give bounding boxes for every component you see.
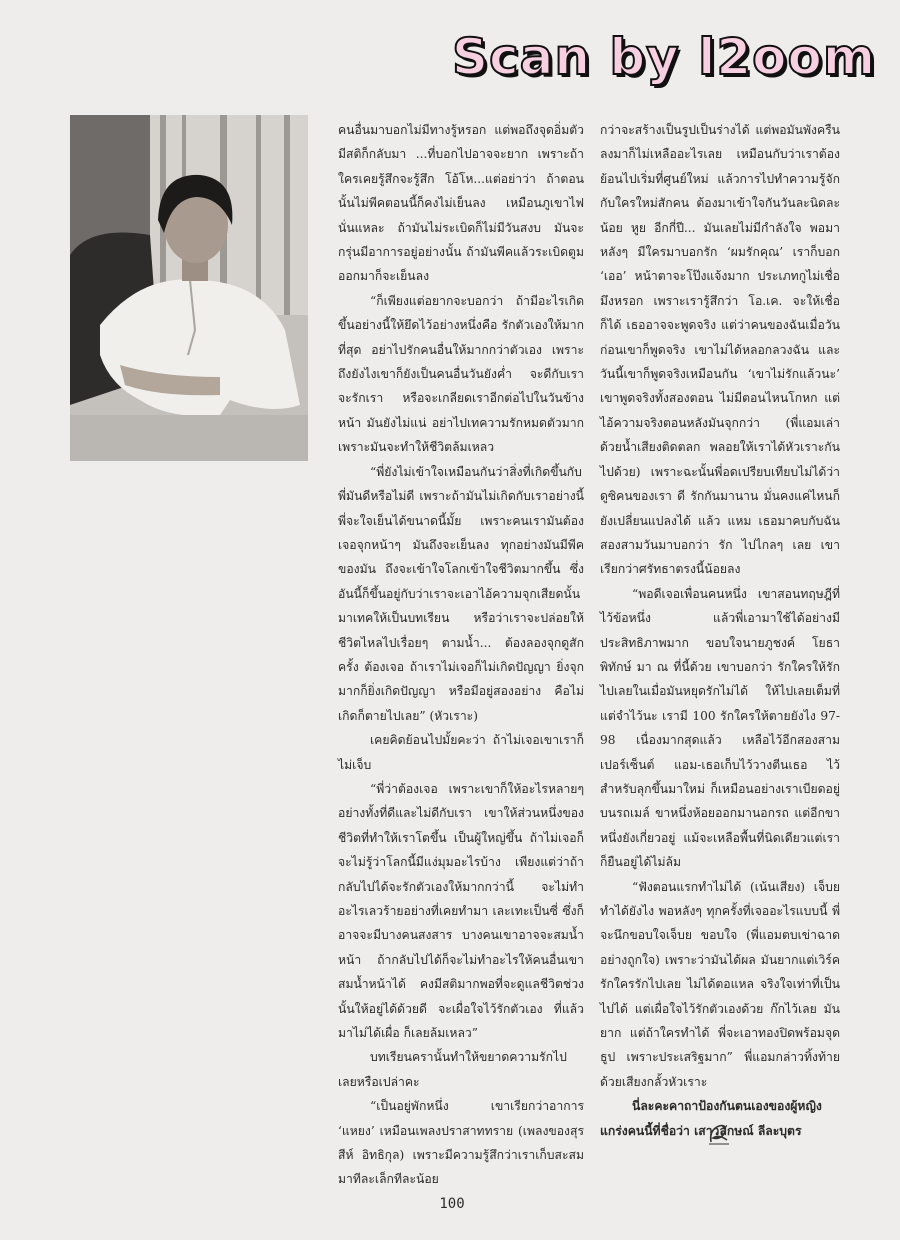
paragraph: “พี่ยังไม่เข้าใจเหมือนกันว่าสิ่งที่เกิดขึ้นกับพี่มันดีหรือไม่ดี เพราะถ้ามันไม่เกิดกับเราอย่างนี้ พี่จะใจเย็นได้ขนาดนี้มั้ย เพราะคนเรามันต้องเจอจุกหน้าๆ มันถึงจะเย็นลง ทุกอย่างมันมีพีคของมัน ถึงจะเข้าใจโลกเข้าใจชีวิตมากขึ้น ซึ่งอันนี้ก็ขึ้นอยู่กับว่าเราจะเอาไอ้ความจุกเสียดนั้นมาเทคให้เป็นบทเรียน หรือว่าเราจะปล่อยให้ชีวิตไหลไปเรื่อยๆ ตามน้ำ... ต้องลองจุกดูสักครั้ง ต้องเจอ ถ้าเราไม่เจอก็ไม่เกิดปัญญา ยิ่งจุกมากก็ยิ่งเกิดปัญญา หรือมีอยู่สองอย่าง คือไม่เกิดก็ตายไปเลย” (หัวเราะ): [338, 464, 584, 723]
paragraph: “เป็นอยู่พักหนึ่ง เขาเรียกว่าอาการ ‘แหยง’ เหมือนเพลงปราสาททราย (เพลงของสุรสีห์ อิทธิกุล) เพราะมีความรู้สึกว่าเราเก็บสะสมมาทีละเล็กทีละน้อย: [338, 1099, 584, 1187]
page-number: 100: [439, 1196, 465, 1212]
paragraph: เคยคิดย้อนไปมั้ยคะว่า ถ้าไม่เจอเขาเราก็ไม่เจ็บ: [338, 733, 584, 772]
paragraph: คนอื่นมาบอกไม่มีทางรู้หรอก แต่พอถึงจุดอิ่มตัวมีสติก็กลับมา ...ที่บอกไปอาจจะยาก เพราะถ้าใครเคยรู้สึกจะรู้สึก โอ้โห...แต่อย่าว่า ถ้าตอนนั้นไม่พีคตอนนี้ก็คงไม่เย็นลง เหมือนภูเขาไฟนั่นแหละ ถ้ามันไม่ระเบิดก็ไม่มีวันสงบ มันจะกรุ่นมีอาการอยู่อย่างนั้น ถ้ามันพีคแล้วระเบิดตูมออกมาก็จะเย็นลง: [338, 123, 584, 284]
article-column-left: [338, 118, 584, 1192]
scan-watermark: Scan by l2oom: [452, 28, 876, 86]
paragraph: “ฟังตอนแรกทำไม่ได้ (เน้นเสียง) เจ็บยทำได้ยังไง พอหลังๆ ทุกครั้งที่เจออะไรแบบนี้ พี่จะนึกขอบใจเจ็บย ขอบใจ (พี่แอมตบเข่าฉาดอย่างถูกใจ) เพราะว่ามันได้ผล มันยากแต่เวิร์ค รักใครรักไปเลย ไม่ได้ตอแหล จริงใจเท่าที่เป็นไปได้ แต่เผื่อใจไว้รักตัวเองด้วย ก๊กไว้เลย มันยาก แต่ถ้าใครทำได้ พี่จะเอาทองปิดพร้อมจุดธูป เพราะประเสริฐมาก” พี่แอมกล่าวทิ้งท้ายด้วยเสียงกลั้วหัวเราะ: [600, 879, 840, 1089]
signature-mark-icon: [705, 1120, 733, 1148]
portrait-photo: [70, 115, 308, 461]
paragraph: กว่าจะสร้างเป็นรูปเป็นร่างได้ แต่พอมันพังครืนลงมาก็ไม่เหลืออะไรเลย เหมือนกับว่าเราต้องย้อนไปเริ่มที่ศูนย์ใหม่ แล้วการไปทำความรู้จักกับใครใหม่สักคน ต้องมาเข้าใจกันวันละนิดละน้อย หูย อีกกี่ปี... มันเลยไม่มีกำลังใจ พอมาหลังๆ มีใครมาบอกรัก ‘ผมรักคุณ’ เราก็บอก ‘เออ’ หน้าตาจะโป๊งแจ้งมาก ประเภทกูไม่เชื่อมึงหรอก เพราะเรารู้สึกว่า โอ.เค. จะให้เชื่อก็ได้ เธออาจจะพูดจริง แต่ว่าคนของฉันเมื่อวันก่อนเขาก็พูดจริง เขาไม่ได้หลอกลวงฉัน และวันนี้เขาก็พูดจริงเหมือนกัน ‘เขาไม่รักแล้วนะ’ เขาพูดจริงทั้งสองตอน ไม่มีตอนไหนโกหก แต่ไอ้ความจริงตอนหลังมันจุกกว่า (พี่แอมเล่าด้วยน้ำเสียงติดตลก พลอยให้เราได้หัวเราะกันไปด้วย) เพราะฉะนั้นพี่อดเปรียบเทียบไม่ได้ว่า ดูซิคนของเรา ดี รักกันมานาน มั่นคงแค่ไหนก็ยังเปลี่ยนแปลงได้ แล้ว แหม เธอมาคบกับฉันสองสามวันมาบอกว่า รัก ไปไกลๆ เลย เขาเรียกว่าศรัทธาตรงนี้น้อยลง: [600, 123, 840, 577]
paragraph: “พอดีเจอเพื่อนคนหนึ่ง เขาสอนทฤษฎีที่ไว้ข้อหนึ่ง แล้วพี่เอามาใช้ได้อย่างมีประสิทธิภาพมาก ขอบใจนายภูชงค์ โยธาพิทักษ์ มา ณ ที่นี้ด้วย เขาบอกว่า รักใครให้รักไปเลยในเมื่อมันหยุดรักไม่ได้ ให้ไปเลยเต็มที่ แต่จำไว้นะ เรามี 100 รักใครให้ตายยังไง 97-98 เนื่องมากสุดแล้ว เหลือไว้อีกสองสามเปอร์เซ็นต์ แอม-เธอเก็บไว้วางตีนเธอ ไว้สำหรับลุกขึ้นมาใหม่ ก็เหมือนอย่างเราเบียดอยู่บนรถเมล์ ขาหนึ่งห้อยออกมานอกรถ แต่อีกขาหนึ่งยังเกี่ยวอยู่ แม้จะเหลือพื้นที่นิดเดียวแต่เราก็ยืนอยู่ได้ไม่ล้ม: [600, 586, 840, 870]
paragraph: “ก็เพียงแต่อยากจะบอกว่า ถ้ามีอะไรเกิดขึ้นอย่างนี้ให้ยึดไว้อย่างหนึ่งคือ รักตัวเองให้มากที่สุด อย่าไปรักคนอื่นให้มากกว่าตัวเอง เพราะถึงยังไงเขาก็ยังเป็นคนอื่นวันยังค่ำ จะดีกับเรา จะรักเรา หรือจะเกลียดเราอีกต่อไปในวันข้างหน้า มันยังไม่แน่ อย่าไปเทความรักหมดตัวมาก เพราะมันจะทำให้ชีวิตล้มเหลว: [338, 293, 584, 455]
paragraph: บทเรียนครานั้นทำให้ขยาดความรักไปเลยหรือเปล่าคะ: [338, 1050, 567, 1089]
article-column-right: [600, 118, 840, 1143]
paragraph: “พี่ว่าต้องเจอ เพราะเขาก็ให้อะไรหลายๆ อย่างทั้งที่ดีและไม่ดีกับเรา เขาให้ส่วนหนึ่งของชีวิตที่ทำให้เราโตขึ้น เป็นผู้ใหญ่ขึ้น ถ้าไม่เจอก็จะไม่รู้ว่าโลกนี้มีแง่มุมอะไรบ้าง เพียงแต่ว่าถ้ากลับไปได้จะรักตัวเองให้มากกว่านี้ จะไม่ทำอะไรเลวร้ายอย่างที่เคยทำมา เละเทะเป็นซี่ ซึ่งก็อาจจะมีบางคนสงสาร บางคนเขาอาจจะสมน้ำหน้า ถ้ากลับไปได้ก็จะไม่ทำอะไรให้คนอื่นเขาสมน้ำหน้าได้ คงมีสติมากพอที่จะดูแลชีวิตช่วงนั้นให้อยู่ได้ด้วยดี จะเผื่อใจไว้รักตัวเอง ที่แล้วมาไม่ได้เผื่อ ก็เลยล้มเหลว”: [338, 781, 584, 1041]
closing-paragraph: นี่ละคะคาถาป้องกันตนเองของผู้หญิงแกร่งคนนี้ที่ชื่อว่า เสาวลักษณ์ ลีละบุตร: [600, 1099, 822, 1138]
